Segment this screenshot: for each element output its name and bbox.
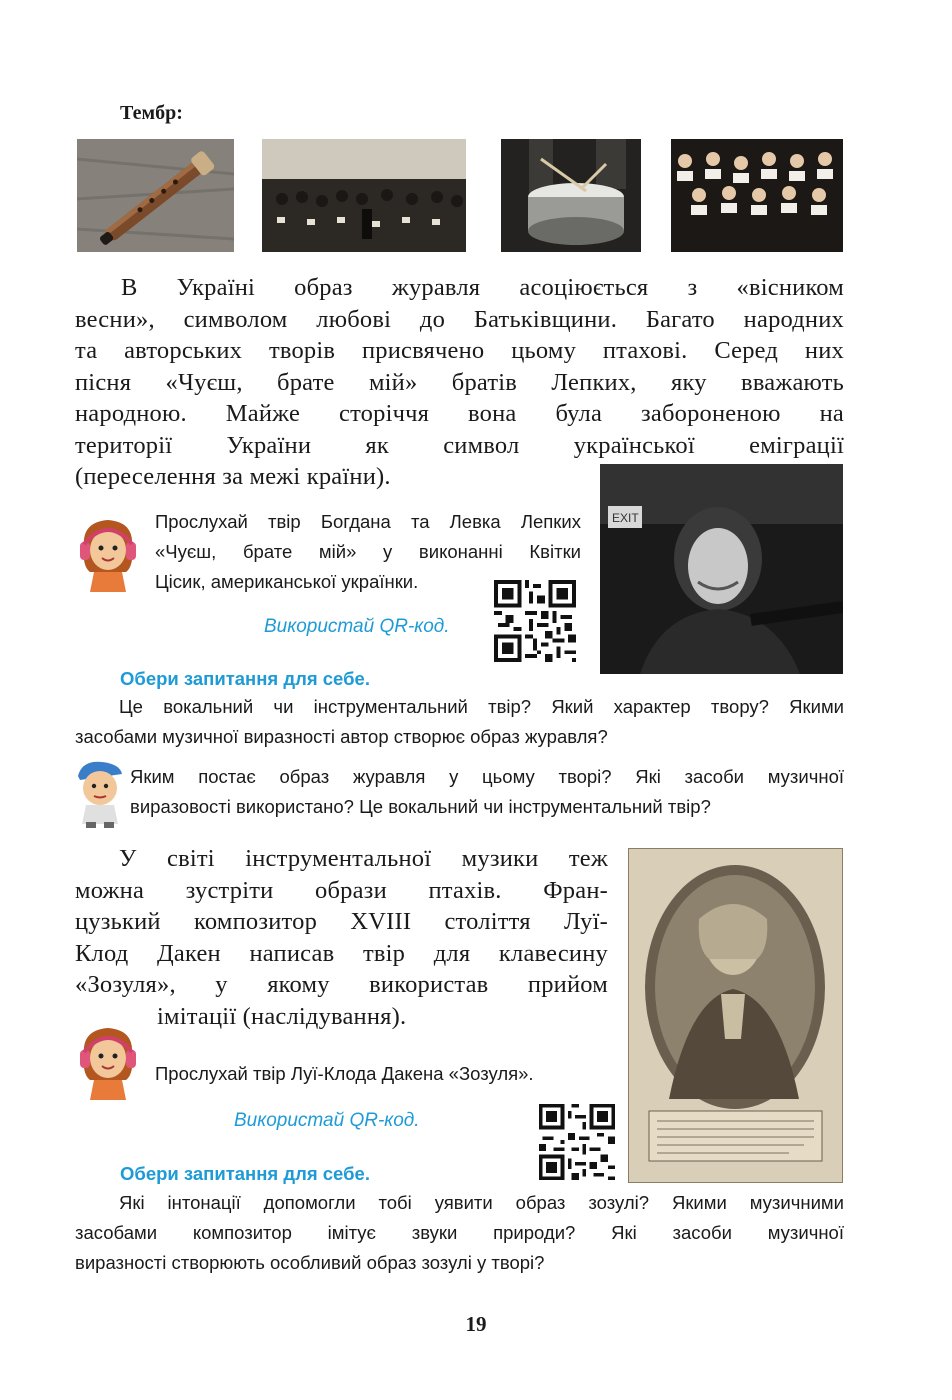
kvitka-cisyk-photo	[600, 464, 843, 674]
boy-thinking-icon	[72, 758, 126, 830]
questions-1	[75, 692, 844, 752]
intro-line: (переселення за межі країни).	[75, 463, 391, 490]
qr-code-icon[interactable]	[539, 1104, 615, 1180]
instrumental-line: імітації (наслідування).	[157, 1002, 407, 1030]
instrumental-line: цузький композитор XVIII століття Луї-	[75, 908, 608, 935]
choose-question-heading-1: Обери запитання для себе.	[120, 668, 370, 689]
questions-2	[75, 1188, 844, 1278]
intro-line: території України як символ української еміграції	[75, 431, 844, 459]
questions-2-line: Які інтонації допомогли тобі уявити образ зозулі? Якими музичними	[119, 1192, 844, 1213]
page-number: 19	[465, 1312, 487, 1336]
girl-headphones-icon	[74, 1024, 142, 1104]
questions-2-line: засобами композитор імітує звуки природи? Які засоби музичної	[75, 1222, 844, 1243]
intro-line: народною. Майже сторіччя вона була забороненою на	[75, 400, 844, 427]
choose-question-heading-2: Обери запитання для себе.	[120, 1163, 370, 1184]
intro-line: В Україні образ журавля асоціюється з «вісником	[121, 274, 844, 301]
snare-drum-photo	[501, 139, 641, 252]
questions-1-line: засобами музичної виразності автор створює образ журавля?	[75, 726, 608, 747]
instrumental-line: можна зустріти образи птахів. Фран-	[75, 876, 608, 904]
qr-hint-2: Використай QR-код.	[234, 1110, 420, 1131]
listen-task-1-line: Цісик, американської українки.	[155, 571, 419, 592]
listen-task-1-line: Прослухай твір Богдана та Левка Лепких	[155, 511, 581, 532]
intro-line: пісня «Чуєш, брате мій» братів Лепких, яку вважають	[75, 368, 844, 396]
boy-questions-line: Яким постає образ журавля у цьому творі? Які засоби музичної	[130, 766, 844, 787]
questions-1-line: Це вокальний чи інструментальний твір? Який характер твору? Якими	[119, 696, 844, 717]
instrumental-line: «Зозуля», у якому використав прийом	[75, 971, 608, 998]
boy-questions-line: виразовості використано? Це вокальний чи інструментальний твір?	[130, 796, 711, 817]
timbre-label: Тембр:	[120, 102, 183, 124]
daquin-engraving	[628, 848, 843, 1183]
sopilka-photo	[77, 139, 234, 252]
girl-headphones-icon	[74, 516, 142, 596]
listen-task-2-line: Прослухай твір Луї-Клода Дакена «Зозуля».	[155, 1063, 534, 1084]
qr-hint-1: Використай QR-код.	[264, 616, 450, 637]
boy-questions	[130, 762, 844, 822]
instrumental-paragraph	[75, 843, 608, 1032]
questions-2-line: виразності створюють особливий образ зозулі у творі?	[75, 1252, 545, 1273]
svg-text:EXIT: EXIT	[612, 511, 639, 525]
intro-line: весни», символом любові до Батьківщини. Багато народних	[75, 305, 844, 333]
orchestra-photo	[262, 139, 466, 252]
intro-paragraph	[75, 272, 844, 493]
instrumental-line: Клод Дакен написав твір для клавесину	[75, 939, 608, 967]
instrumental-line: У світі інструментальної музики теж	[119, 845, 608, 872]
qr-code-icon[interactable]	[494, 580, 576, 662]
choir-photo	[671, 139, 843, 252]
listen-task-1-line: «Чуєш, брате мій» у виконанні Квітки	[155, 541, 581, 562]
listen-task-2	[155, 1059, 615, 1089]
intro-line: та авторських творів присвячено цьому птахові. Серед них	[75, 337, 844, 364]
